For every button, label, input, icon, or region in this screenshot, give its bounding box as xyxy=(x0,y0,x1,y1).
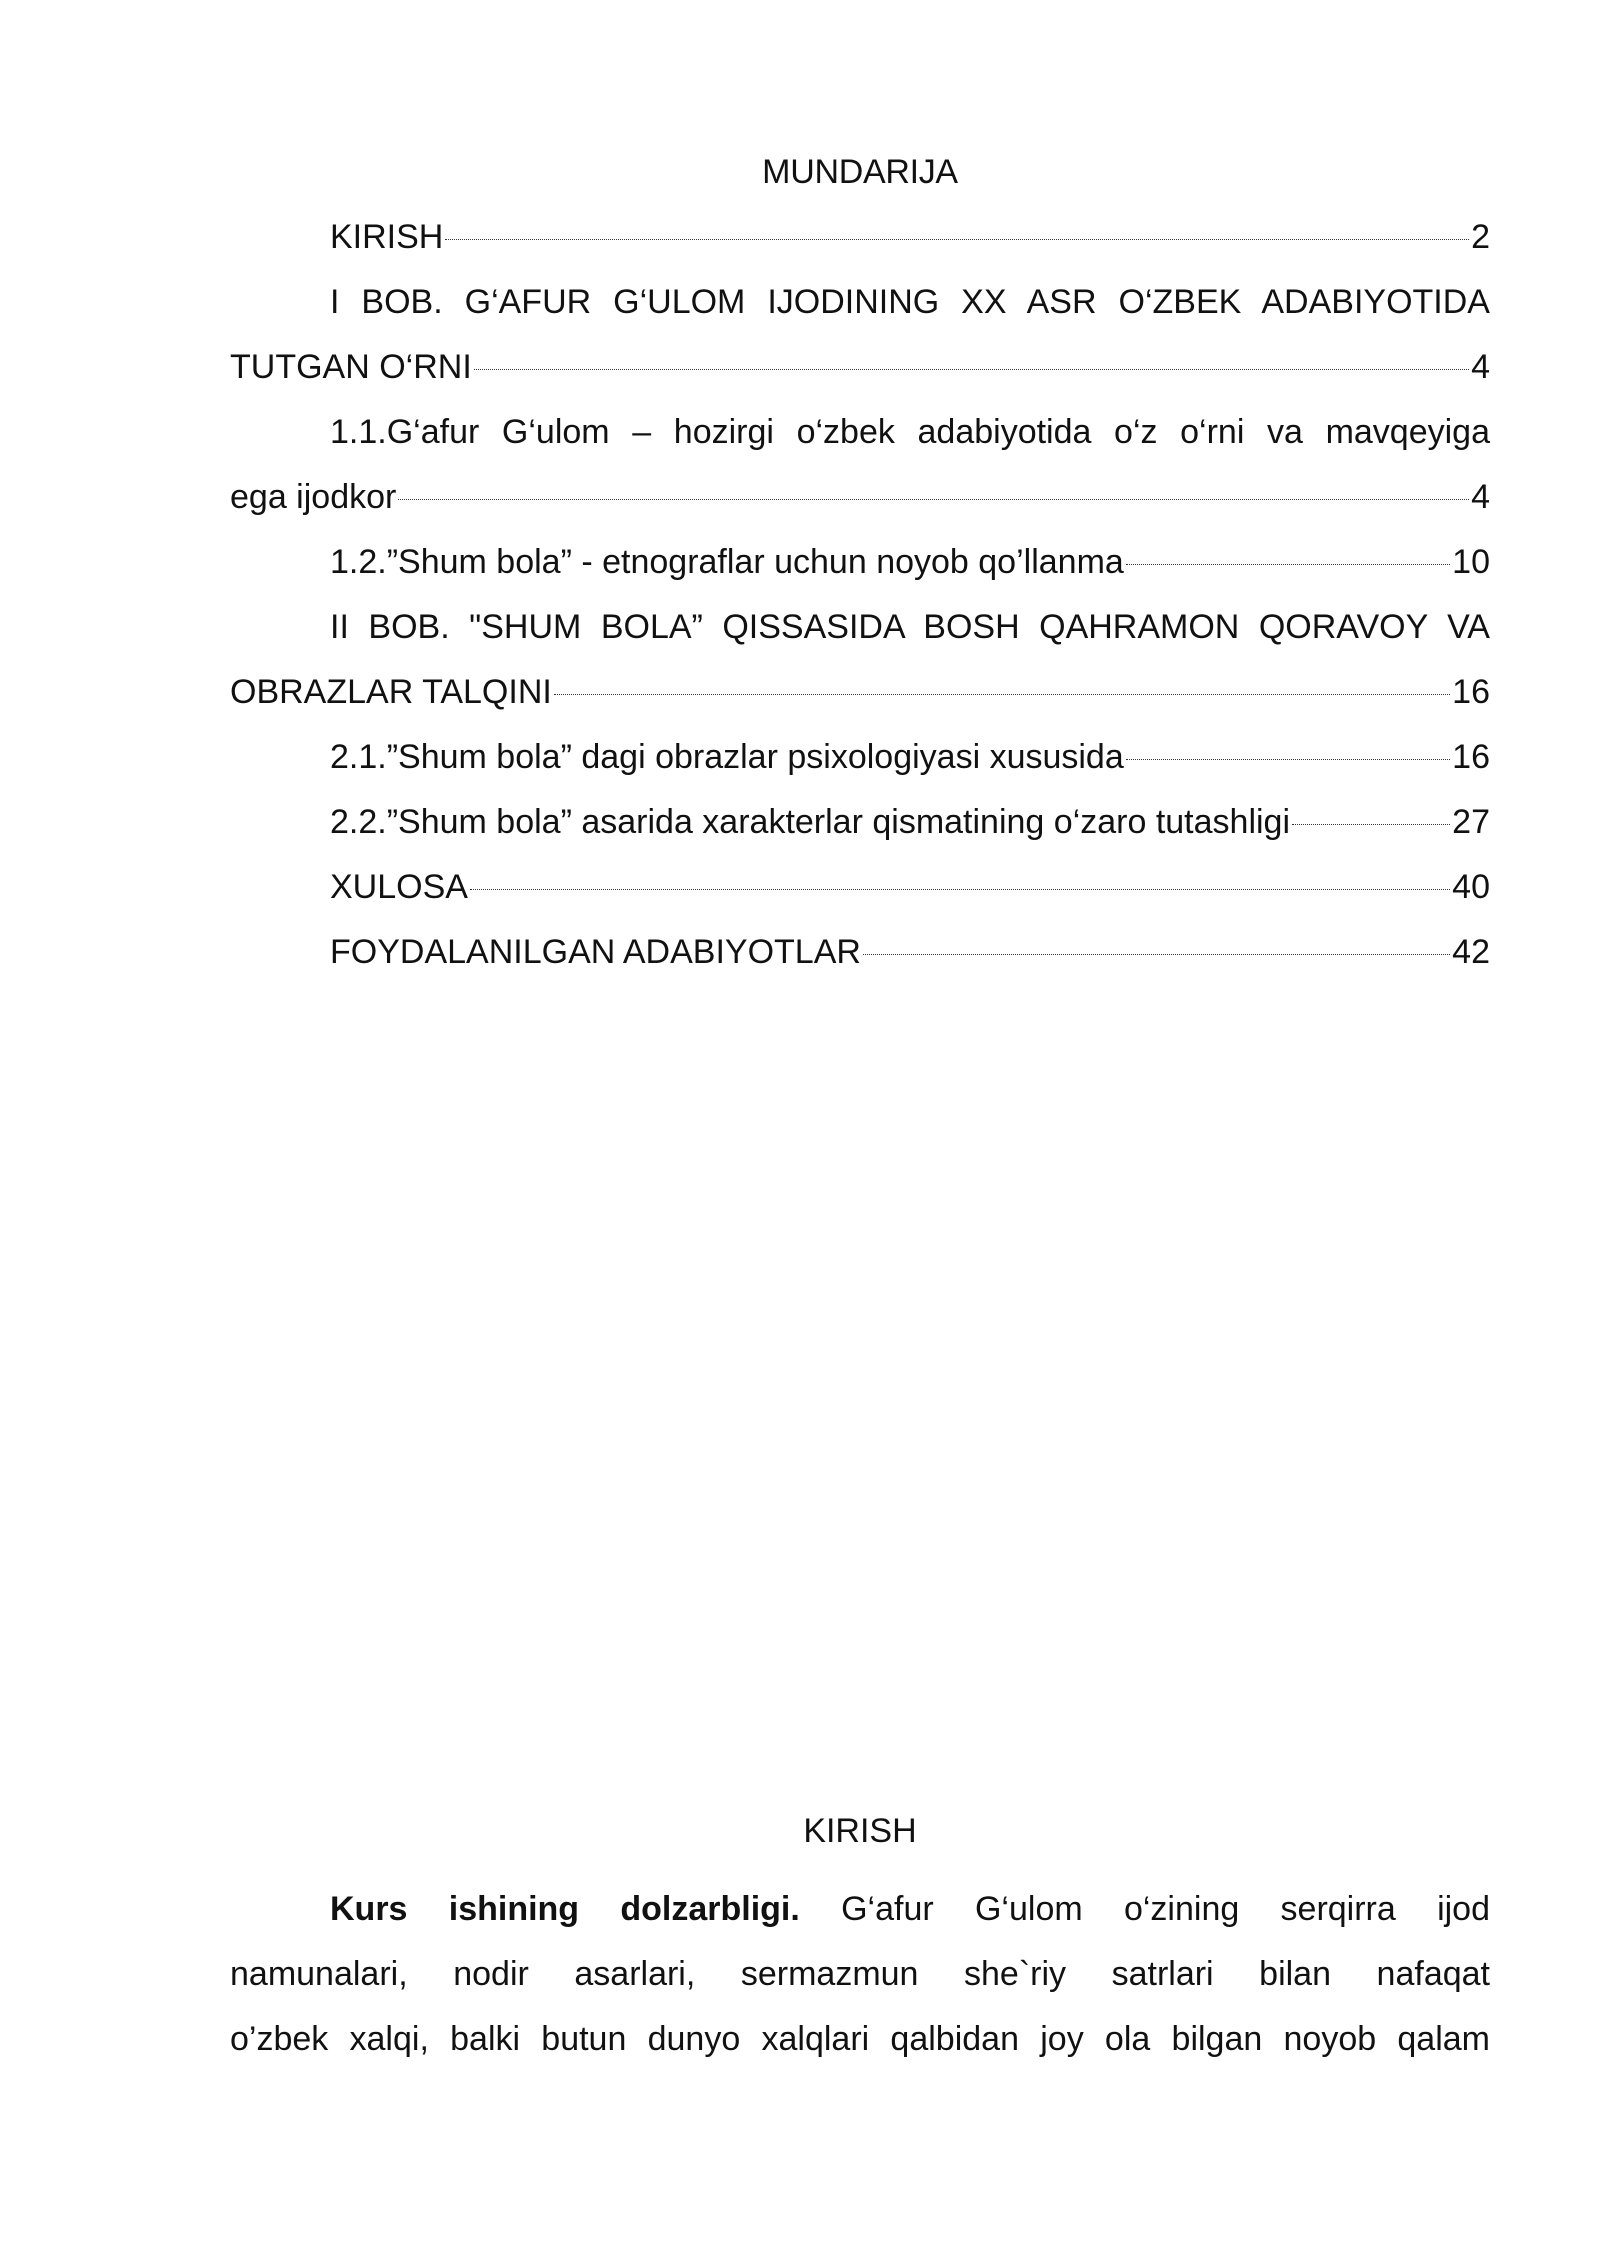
toc-entry-kirish[interactable] xyxy=(230,205,1490,270)
toc-page-number: 4 xyxy=(1471,348,1490,386)
toc-entry-section-1-1-line1[interactable] xyxy=(230,400,1490,465)
toc-entry-title: 2.2.”Shum bola” asarida xarakterlar qismatining o‘zaro tutashligi xyxy=(330,803,1291,841)
toc-page-number: 27 xyxy=(1452,803,1490,841)
toc-entry-title: 1.2.”Shum bola” - etnograflar uchun noyob qo’llanma xyxy=(330,543,1124,581)
toc-entry-chapter-1-line1[interactable] xyxy=(230,270,1490,335)
toc-entry-section-1-2[interactable] xyxy=(230,530,1490,595)
intro-lead: Kurs ishining dolzarbligi. xyxy=(330,1890,800,1928)
toc-heading: MUNDARIJA xyxy=(762,153,958,191)
toc-entry-title: 2.1.”Shum bola” dagi obrazlar psixologiyasi xususida xyxy=(330,738,1124,776)
toc-entry-chapter-2-line1[interactable] xyxy=(230,595,1490,660)
toc-entry-title: 1.1.G‘afur G‘ulom – hozirgi o‘zbek adabiyotida o‘z o‘rni va mavqeyiga xyxy=(330,413,1490,451)
toc-page-number: 42 xyxy=(1452,933,1490,971)
intro-line-3: o’zbek xalqi, balki butun dunyo xalqlari qalbidan joy ola bilgan noyob qalam xyxy=(230,2020,1490,2058)
toc-page-number: 40 xyxy=(1452,868,1490,906)
toc-entry-chapter-2-line2[interactable] xyxy=(230,660,1490,725)
toc-entry-title: II BOB. "SHUM BOLA” QISSASIDA BOSH QAHRAMON QORAVOY VA xyxy=(330,608,1490,646)
toc-entry-section-1-1-line2[interactable] xyxy=(230,465,1490,530)
toc-page-number: 10 xyxy=(1452,543,1490,581)
toc-page-number: 16 xyxy=(1452,673,1490,711)
toc-entry-chapter-1-line2[interactable] xyxy=(230,335,1490,400)
toc-entry-title: XULOSA xyxy=(330,868,468,906)
toc-entry-title: KIRISH xyxy=(330,218,444,256)
toc-page-number: 4 xyxy=(1471,478,1490,516)
toc-leader-dots xyxy=(445,239,1469,240)
intro-heading: KIRISH xyxy=(803,1812,917,1850)
toc-leader-dots xyxy=(1292,824,1450,825)
intro-line-2: namunalari, nodir asarlari, sermazmun she`riy satrlari bilan nafaqat xyxy=(230,1955,1490,1993)
toc-entry-title: FOYDALANILGAN ADABIYOTLAR xyxy=(330,933,861,971)
toc-leader-dots xyxy=(863,954,1450,955)
toc-leader-dots xyxy=(1126,564,1450,565)
toc-leader-dots xyxy=(398,499,1469,500)
toc-entry-bibliography[interactable] xyxy=(230,920,1490,985)
intro-paragraph xyxy=(230,1877,1490,2072)
toc-leader-dots xyxy=(554,694,1450,695)
table-of-contents xyxy=(230,140,1490,985)
toc-leader-dots xyxy=(474,369,1469,370)
toc-entry-title-cont: ega ijodkor xyxy=(230,478,397,516)
intro-line-1 xyxy=(230,1877,1490,1942)
toc-entry-title-cont: OBRAZLAR TALQINI xyxy=(230,673,552,711)
toc-page-number: 2 xyxy=(1471,218,1490,256)
intro-line-1-text: G‘afur G‘ulom o‘zining serqirra ijod xyxy=(841,1890,1491,1928)
toc-leader-dots xyxy=(470,889,1450,890)
toc-entry-title: I BOB. G‘AFUR G‘ULOM IJODINING XX ASR O‘ZBEK ADABIYOTIDA xyxy=(330,283,1490,321)
toc-entry-section-2-1[interactable] xyxy=(230,725,1490,790)
toc-list xyxy=(230,205,1490,985)
toc-leader-dots xyxy=(1126,759,1450,760)
toc-entry-section-2-2[interactable] xyxy=(230,790,1490,855)
toc-entry-title-cont: TUTGAN O‘RNI xyxy=(230,348,472,386)
toc-page-number: 16 xyxy=(1452,738,1490,776)
toc-entry-xulosa[interactable] xyxy=(230,855,1490,920)
